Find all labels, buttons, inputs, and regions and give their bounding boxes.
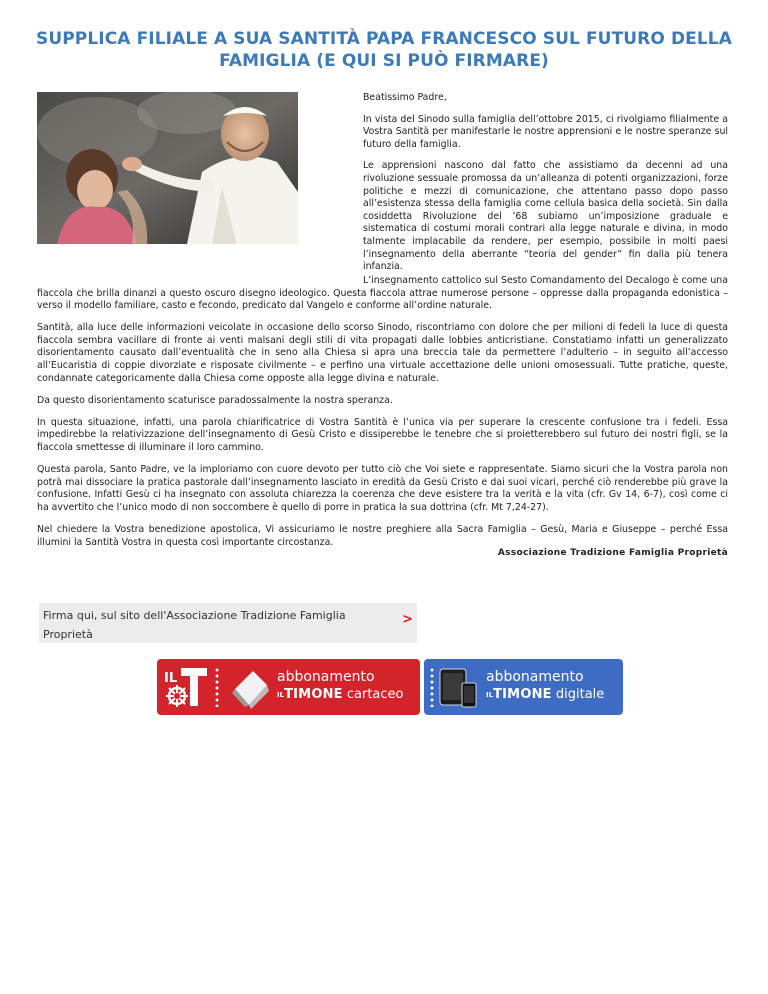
tablet-phone-icon (438, 667, 478, 709)
il-timone-logo (157, 659, 217, 715)
letter-body (37, 275, 728, 559)
paper-sheet-icon (229, 669, 273, 709)
digital-subscription-button[interactable] (424, 659, 623, 715)
body-paragraph: Nel chiedere la Vostra benedizione apostolica, Vi assicuriamo le nostre preghiere alla Sacra Famiglia – Gesù, Maria e Giuseppe – perché Essa illumini la Santità Vostra in questa così importante circostanza. (37, 524, 728, 548)
body-paragraph: Santità, alla luce delle informazioni veicolate in occasione dello scorso Sinodo, riscontriamo con dolore che per milioni di fedeli la luce di questa fiaccola sembra vacillare di fronte ai venti malsani degli stili di vita propagati dalle lobbies anticristiane. Constatiamo infatti un generalizzato disorientamento causato dall’eventualità che in seno alla Chiesa si apra una breccia tale da permettere l’adulterio – in seguito all’accesso all’Eucaristia di coppie divorziate e risposate civilmente – e perfino una virtuale accettazione delle unioni omosessuali. Tutte pratiche, queste, condannate categoricamente dalla Chiesa come opposte alla legge divina e naturale. (37, 322, 728, 384)
digital-subscription-title: abbonamento (486, 669, 584, 685)
chevron-right-icon[interactable]: > (402, 612, 413, 627)
signature: Associazione Tradizione Famiglia Proprietà (497, 548, 728, 558)
intro-paragraph: In vista del Sinodo sulla famiglia dell’ottobre 2015, ci rivolgiamo filialmente a Vostra Santità per manifestarle le nostre apprensioni e le nostre speranze sul futuro della famiglia. (363, 113, 728, 150)
intro-paragraph: Le apprensioni nascono dal fatto che assistiamo da decenni ad una rivoluzione sessuale promossa da un’alleanza di potenti organizzazioni, forze politiche e mezzi di comunicazione, che attentano passo dopo passo all’esistenza stessa della famiglia come cellula basica della società. Sin dalla cosiddetta Rivoluzione del ’68 subiamo un’imposizione graduale e sistematica di costumi morali contrari alla legge naturale e divina, in modo talmente implacabile da rendere, per esempio, possibile in molti paesi l’insegnamento della aberrante “teoria del gender” fin dalla più tenera infanzia. (363, 160, 728, 273)
sign-petition-link[interactable] (39, 603, 417, 643)
ticket-perforation (430, 667, 434, 707)
page-title: SUPPLICA FILIALE A SUA SANTITÀ PAPA FRANCESCO SUL FUTURO DELLA FAMIGLIA (E QUI SI PUÒ FIRMARE) (36, 29, 732, 71)
svg-text:IL: IL (164, 671, 178, 686)
subscription-banner (157, 659, 623, 715)
paper-subscription-brand: $^{IL}$TIMONE cartaceo (277, 687, 404, 702)
paper-subscription-title: abbonamento (277, 669, 375, 685)
ticket-perforation (215, 667, 219, 707)
body-paragraph: In questa situazione, infatti, una parola chiarificatrice di Vostra Santità è l’unica via per superare la crescente confusione tra i fedeli. Essa impedirebbe la relativizzazione dell’insegnamento di Gesù Cristo e dissiperebbe le tenebre che si proietterebbero sul futuro dei nostri figli, se la fiaccola smettesse di illuminare il loro cammino. (37, 416, 728, 454)
paper-subscription-button[interactable] (157, 659, 420, 715)
greeting: Beatissimo Padre, (363, 92, 447, 103)
intro-column (363, 92, 728, 283)
digital-subscription-brand: $^{IL}$TIMONE digitale (486, 687, 605, 702)
body-paragraph: L’insegnamento cattolico sul Sesto Comandamento del Decalogo è come una fiaccola che brilla dinanzi a questo oscuro disegno ideologico. Questa fiaccola attrae numerose persone – oppresse dalla propaganda edonistica – verso il modello familiare, casto e fecondo, predicato dal Vangelo e conforme all’ordine naturale. (37, 275, 728, 312)
body-paragraph: Da questo disorientamento scaturisce paradossalmente la nostra speranza. (37, 394, 393, 406)
sign-petition-label[interactable]: Firma qui, sul sito dell'Associazione Tradizione Famiglia Proprietà (43, 609, 346, 641)
body-paragraph: Questa parola, Santo Padre, ve la imploriamo con cuore devoto per tutto ciò che Voi siete e rappresentate. Siamo sicuri che la Vostra parola non potrà mai dissociare la pratica pastorale dall’insegnamento lasciato in eredità da Gesù Cristo e dai suoi vicari, perché ciò renderebbe più grave la confusione. Infatti Gesù ci ha insegnato con assoluta chiarezza la coerenza che deve esistere tra la verità e la vita (cfr. Gv 14, 6-7), così come ci ha avvertito che l’unico modo di non soccombere è quello di porre in pratica la sua dottrina (cfr. Mt 7,24-27). (37, 464, 728, 513)
pope-blessing-photo (37, 92, 298, 244)
